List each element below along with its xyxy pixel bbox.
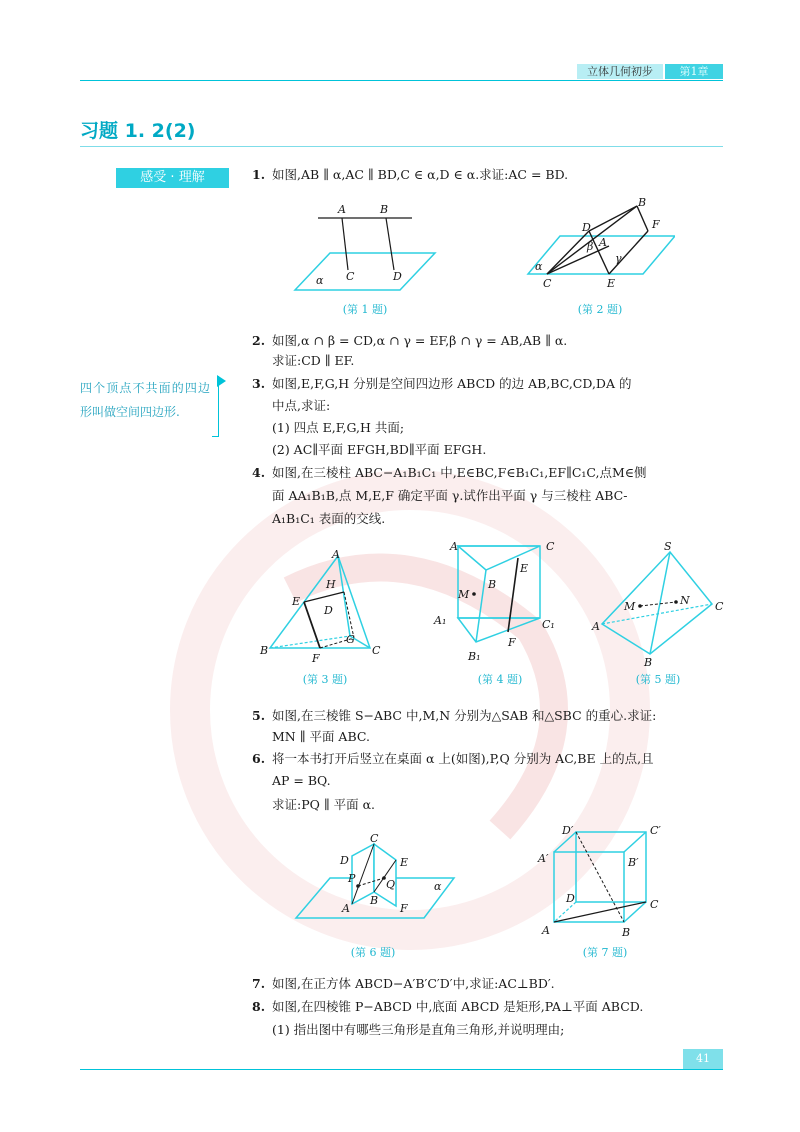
problem-text: (1) 指出图中有哪些三角形是直角三角形,并说明理由; xyxy=(272,1022,565,1037)
label-A: A xyxy=(542,924,550,937)
figure-caption: (第 3 题) xyxy=(302,673,348,686)
problem-number: 6. xyxy=(252,751,266,766)
label-gamma: γ xyxy=(615,252,622,265)
label-M: M xyxy=(458,588,470,601)
label-D: D xyxy=(566,892,575,905)
label-B: B xyxy=(644,656,653,668)
problem-number: 2. xyxy=(252,333,266,348)
problem-number: 3. xyxy=(252,376,266,391)
label-Bp: B′ xyxy=(628,856,639,869)
label-E: E xyxy=(292,595,301,608)
problem-text: 如图,在三棱柱 ABC−A₁B₁C₁ 中,E∈BC,F∈B₁C₁,EF∥C₁C,点M∈侧 xyxy=(272,465,647,480)
label-F: F xyxy=(400,902,408,915)
figure-5-diagram xyxy=(590,540,728,668)
page-number: 41 xyxy=(683,1049,723,1069)
figure-caption: (第 4 题) xyxy=(477,673,523,686)
label-C: C xyxy=(370,834,379,845)
label-B: B xyxy=(488,578,497,591)
label-C: C xyxy=(715,600,724,613)
label-C: C xyxy=(546,540,555,553)
label-C: C xyxy=(346,270,355,283)
problem-number: 5. xyxy=(252,708,266,723)
label-E: E xyxy=(607,277,616,290)
label-Q: Q xyxy=(386,878,396,891)
label-alpha: α xyxy=(434,880,442,893)
figure-caption: (第 5 题) xyxy=(635,673,681,686)
label-Ap: A′ xyxy=(538,852,549,865)
problem-text: 将一本书打开后竖立在桌面 α 上(如图),P,Q 分别为 AC,BE 上的点,且 xyxy=(272,751,654,766)
side-note: 四个顶点不共面的四边形叫做空间四边形. xyxy=(80,381,210,419)
problem-text: 如图,E,F,G,H 分别是空间四边形 ABCD 的边 AB,BC,CD,DA 的 xyxy=(272,376,632,391)
triangle-pointer-icon xyxy=(217,375,226,387)
problem-text: 面 AA₁B₁B,点 M,E,F 确定平面 γ.试作出平面 γ 与三棱柱 ABC- xyxy=(272,488,628,503)
problem-number: 7. xyxy=(252,976,266,991)
label-B: B xyxy=(260,644,269,657)
label-E: E xyxy=(520,562,529,575)
label-alpha: α xyxy=(535,260,543,273)
problem-number: 1. xyxy=(252,167,266,182)
exercise-title: 习题 1. 2(2) xyxy=(80,120,196,142)
footer-rule xyxy=(80,1069,723,1070)
figure-caption: (第 2 题) xyxy=(577,303,623,316)
label-D: D xyxy=(582,221,591,234)
label-D: D xyxy=(324,604,333,617)
problem-text: 求证:CD ∥ EF. xyxy=(272,353,355,368)
problem-text: A₁B₁C₁ 表面的交线. xyxy=(272,511,386,526)
label-A: A xyxy=(450,540,458,553)
figure-3-diagram xyxy=(258,548,388,666)
label-C1: C₁ xyxy=(542,618,555,631)
figure-4-diagram xyxy=(430,538,570,666)
problem-text: (1) 四点 E,F,G,H 共面; xyxy=(272,420,405,435)
label-C: C xyxy=(650,898,659,911)
figure-7-diagram xyxy=(536,822,676,940)
label-S: S xyxy=(664,540,672,553)
label-F: F xyxy=(652,218,660,231)
header-rule xyxy=(80,80,723,81)
label-Cp: C′ xyxy=(650,824,661,837)
section-tag: 感受 · 理解 xyxy=(116,168,229,188)
label-B: B xyxy=(370,894,379,907)
label-beta: β xyxy=(587,240,594,253)
figure-6-diagram xyxy=(292,834,457,942)
label-G: G xyxy=(346,633,355,646)
problem-text: MN ∥ 平面 ABC. xyxy=(272,729,370,744)
label-Dp: D′ xyxy=(562,824,574,837)
label-B: B xyxy=(622,926,631,939)
figure-1-diagram xyxy=(290,198,440,298)
label-B: B xyxy=(638,196,647,209)
label-alpha: α xyxy=(316,274,324,287)
label-A: A xyxy=(592,620,600,633)
label-E: E xyxy=(400,856,409,869)
label-B1: B₁ xyxy=(468,650,481,663)
problem-text: AP = BQ. xyxy=(272,773,331,788)
problem-number: 4. xyxy=(252,465,266,480)
problem-text: 如图,在正方体 ABCD−A′B′C′D′中,求证:AC⊥BD′. xyxy=(272,976,555,991)
label-A1: A₁ xyxy=(434,614,447,627)
figure-caption: (第 7 题) xyxy=(582,946,628,959)
problem-text: (2) AC∥平面 EFGH,BD∥平面 EFGH. xyxy=(272,442,487,457)
problem-text: 如图,α ∩ β = CD,α ∩ γ = EF,β ∩ γ = AB,AB ∥ α. xyxy=(272,333,568,348)
header-book-title: 立体几何初步 xyxy=(577,64,663,79)
label-C: C xyxy=(543,277,552,290)
label-D: D xyxy=(393,270,402,283)
label-A: A xyxy=(332,548,340,561)
label-P: P xyxy=(348,872,356,885)
header-chapter-tag: 第1章 xyxy=(665,64,723,79)
label-B: B xyxy=(380,203,389,216)
label-A: A xyxy=(338,203,346,216)
label-A: A xyxy=(599,236,607,249)
figure-caption: (第 1 题) xyxy=(342,303,388,316)
label-N: N xyxy=(680,594,690,607)
figure-2-diagram xyxy=(525,196,675,296)
label-F: F xyxy=(312,652,320,665)
problem-text: 求证:PQ ∥ 平面 α. xyxy=(272,797,375,812)
problem-text: 如图,在四棱锥 P−ABCD 中,底面 ABCD 是矩形,PA⊥平面 ABCD. xyxy=(272,999,644,1014)
problem-text: 如图,AB ∥ α,AC ∥ BD,C ∈ α,D ∈ α.求证:AC = BD. xyxy=(272,167,569,182)
figure-caption: (第 6 题) xyxy=(350,946,396,959)
problem-text: 如图,在三棱锥 S−ABC 中,M,N 分别为△SAB 和△SBC 的重心.求证: xyxy=(272,708,657,723)
problem-number: 8. xyxy=(252,999,266,1014)
label-H: H xyxy=(326,578,336,591)
label-D: D xyxy=(340,854,349,867)
label-C: C xyxy=(372,644,381,657)
title-rule xyxy=(80,146,723,147)
label-M: M xyxy=(624,600,636,613)
label-F: F xyxy=(508,636,516,649)
label-A: A xyxy=(342,902,350,915)
problem-text: 中点,求证: xyxy=(272,398,331,413)
